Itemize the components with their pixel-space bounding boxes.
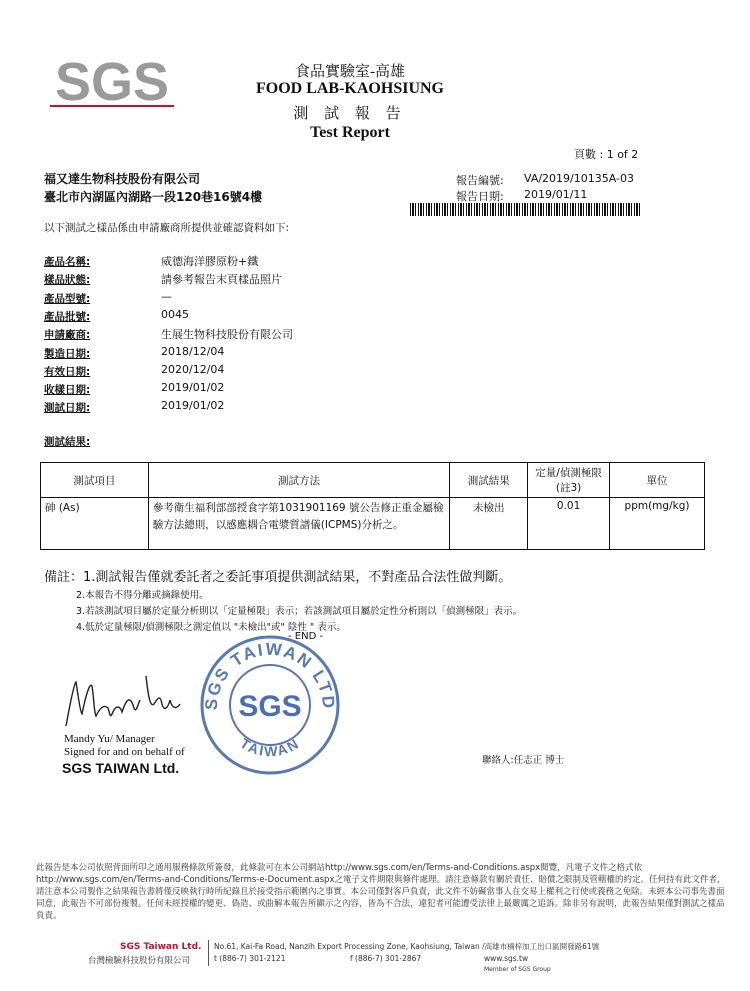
signer-name: Mandy Yu/ Manager (64, 733, 155, 745)
logo-text: SGS (54, 52, 170, 112)
contact-person: 聯絡人:任志正 博士 (482, 755, 565, 766)
cell-unit: ppm(mg/kg) (610, 498, 705, 550)
stamp-center-text: SGS (238, 690, 302, 723)
table-row (41, 498, 705, 550)
cell-item: 砷 (As) (41, 498, 149, 550)
footer-company-zh: 台灣檢驗科技股份有限公司 (88, 956, 191, 966)
intro-text: 以下測試之樣品係由申請廠商所提供並確認資料如下: (44, 222, 290, 234)
sample-label: 有效日期: (44, 366, 91, 378)
th-unit: 單位 (610, 463, 705, 498)
lab-name-zh: 食品實驗室-高雄 (295, 64, 405, 80)
footer-web: www.sgs.tw (484, 954, 529, 963)
sample-value: 2019/01/02 (161, 399, 225, 412)
signer-behalf: Signed for and on behalf of (64, 746, 185, 758)
sample-value: 0045 (161, 308, 189, 321)
th-result: 測試結果 (450, 463, 528, 498)
footer-address: No.61, Kai-Fa Road, Nanzih Export Processing Zone, Kaohsiung, Taiwan /高雄市楠梓加工出口區開發路61號 (214, 942, 600, 951)
stamp-bottom-text: TAIWAN (237, 734, 303, 760)
footer-member: Member of SGS Group (484, 966, 551, 973)
results-label: 測試結果: (44, 436, 91, 448)
sample-value: 2018/12/04 (161, 345, 225, 358)
footer-fax: f (886-7) 301-2867 (350, 954, 422, 963)
terms-paragraph: 此報告是本公司依照背面所印之通用服務條款所簽發，此條款可在本公司網站http://www.sgs.com/en/Terms-and-Conditions.aspx閱覽，凡電子文件之格式依http://www.sgs.com/en/Terms-and-Conditions/Terms-e-Document.aspx之電子文件期限與條件處理。請注意條款有關於責任、賠償之限制及管轄權的約定。任何持有此文件者，請注意本公司製作之結果報告書將僅反映執行時所紀錄且於接受指示範圍內之事實。本公司僅對客戶負責，此文件不妨礙當事人在交易上權利之行使或義務之免除。未經本公司事先書面同意，此報告不可部份複製。任何未經授權的變更、偽造、或曲解本報告所顯示之內容，皆為不合法，違犯者可能遭受法律上最嚴厲之追訴。除非另有說明，此報告結果僅對測試之樣品負責。 (36, 863, 726, 921)
report-number: VA/2019/10135A-03 (524, 172, 634, 185)
sample-value: 2019/01/02 (161, 381, 225, 394)
note-1: 備註：1.測試報告僅就委託者之委託事項提供測試結果，不對產品合法性做判斷。 (44, 570, 512, 585)
barcode (410, 203, 642, 216)
sample-label: 樣品狀態: (44, 274, 91, 286)
sample-label: 產品名稱: (44, 256, 91, 268)
sample-label: 產品型號: (44, 293, 91, 305)
th-method: 測試方法 (148, 463, 449, 498)
report-date-label: 報告日期: (456, 190, 504, 203)
company-stamp (195, 630, 345, 780)
cell-result: 未檢出 (450, 498, 528, 550)
svg-text:TAIWAN (237, 735, 302, 760)
sample-value: — (161, 290, 172, 303)
client-address: 臺北市內湖區內湖路一段120巷16號4樓 (44, 190, 263, 204)
report-title-en: Test Report (310, 124, 390, 141)
sample-label: 產品批號: (44, 311, 91, 323)
footer-divider (208, 940, 209, 966)
sample-value: 生展生物科技股份有限公司 (161, 328, 293, 341)
note-2: 2.本報告不得分離或摘錄使用。 (76, 590, 209, 601)
footer-company-en: SGS Taiwan Ltd. (120, 942, 202, 952)
th-limit: 定量/偵測極限(註3) (528, 463, 610, 498)
sample-label: 申請廠商: (44, 329, 91, 341)
report-title-zh: 測 試 報 告 (293, 106, 407, 122)
sample-label: 測試日期: (44, 402, 91, 414)
sample-value: 威德海洋膠原粉+鐵 (161, 255, 259, 268)
cell-method: 參考衛生福利部部授食字第1031901169 號公告修正重金屬檢驗方法總則，以感應耦合電漿質譜儀(ICPMS)分析之。 (148, 498, 449, 550)
sample-value: 2020/12/04 (161, 363, 225, 376)
sample-value: 請參考報告末頁樣品照片 (161, 273, 282, 286)
signature-scribble (60, 664, 190, 734)
cell-limit: 0.01 (528, 498, 610, 550)
th-item: 測試項目 (41, 463, 149, 498)
footer-tel: t (886-7) 301-2121 (214, 954, 286, 963)
end-marker: - END - (288, 631, 324, 642)
note-3: 3.若該測試項目屬於定量分析則以「定量極限」表示；若該測試項目屬於定性分析則以「偵測極限」表示。 (76, 606, 523, 617)
client-name: 福又達生物科技股份有限公司 (44, 172, 201, 186)
sample-label: 製造日期: (44, 348, 91, 360)
stamp-top-text: SGS TAIWAN LTD (201, 639, 339, 711)
page-number: 頁數 : 1 of 2 (574, 148, 639, 161)
results-table (40, 462, 705, 550)
signer-company: SGS TAIWAN Ltd. (62, 760, 180, 776)
report-number-label: 報告編號: (456, 174, 504, 187)
sample-label: 收樣日期: (44, 384, 91, 396)
note-4: 4.低於定量極限/偵測極限之測定值以 "未檢出"或" 陰性 " 表示。 (76, 622, 346, 633)
table-header-row (41, 463, 705, 498)
lab-name-en: FOOD LAB-KAOHSIUNG (255, 80, 444, 97)
report-date: 2019/01/11 (524, 188, 588, 201)
